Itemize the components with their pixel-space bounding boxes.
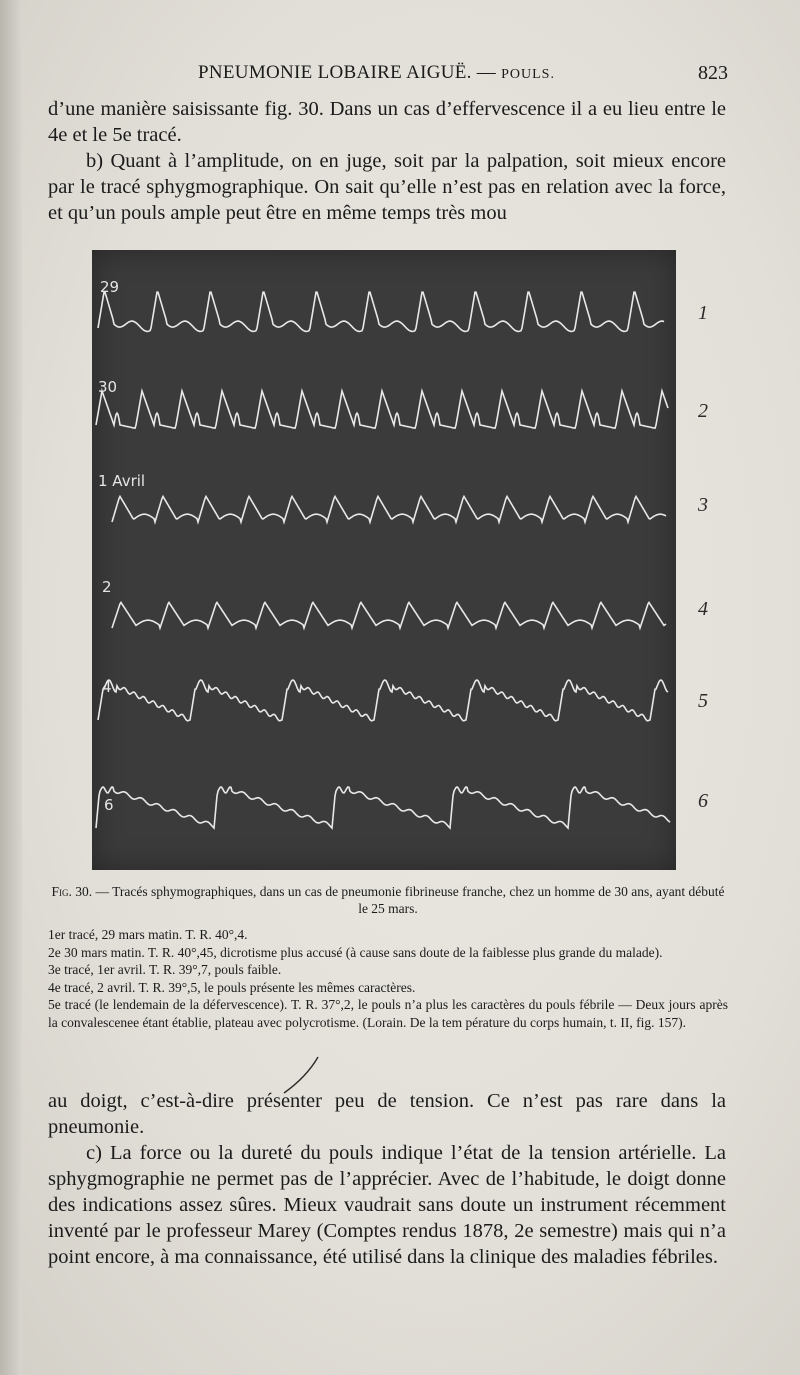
page-binding-edge: [0, 0, 22, 1375]
running-title-main: PNEUMONIE LOBAIRE AIGUË. —: [198, 62, 497, 83]
pulse-trace-2: [96, 391, 668, 428]
page-number: 823: [698, 62, 728, 84]
trace-label-4: 4: [102, 678, 112, 696]
trace-label-6: 6: [104, 796, 114, 814]
note-trace-3: 3e tracé, 1er avril. T. R. 39°,7, pouls faible.: [48, 962, 282, 977]
trace-label-30: 30: [98, 378, 118, 396]
note-trace-4: 4e tracé, 2 avril. T. R. 39°,5, le pouls présente les mêmes caractères.: [48, 979, 416, 995]
margin-number-4: 4: [698, 598, 708, 620]
figure-caption: [48, 883, 728, 917]
pulse-trace-3: [112, 496, 666, 522]
note-trace-1: 1er tracé, 29 mars matin. T. R. 40°,4.: [48, 927, 248, 942]
trace-label-1-avril: 1 Avril: [98, 472, 146, 490]
figure-notes: [48, 926, 728, 1031]
running-title: [198, 62, 555, 84]
paragraph-continuation: d’une manière saisissante fig. 30. Dans un cas d’effervescence il a eu lieu entre le 4e et le 5e tracé.: [48, 98, 726, 146]
pulse-trace-6: [96, 787, 670, 828]
sphygmograph-figure: [92, 250, 676, 870]
paragraph-tension: au doigt, c’est-à-dire présenter peu de tension. Ce n’est pas rare dans la pneumonie.: [48, 1090, 726, 1138]
running-title-sub: POULS.: [501, 67, 555, 82]
page-header: [48, 62, 728, 88]
margin-number-5: 5: [698, 690, 708, 712]
pulse-trace-1: [98, 292, 664, 331]
pulse-traces-plate: [92, 250, 676, 870]
trace-label-29: 29: [100, 278, 120, 296]
pulse-trace-5: [98, 680, 668, 721]
note-trace-2: 2e 30 mars matin. T. R. 40°,45, dicrotisme plus accusé (à cause sans doute de la faiblesse plus grande du malade).: [48, 944, 663, 960]
pulse-trace-4: [112, 603, 666, 629]
top-text-block: [48, 96, 726, 226]
margin-number-2: 2: [698, 400, 708, 422]
bottom-text-block: [48, 1088, 726, 1270]
margin-number-6: 6: [698, 790, 708, 812]
margin-number-1: 1: [698, 302, 708, 324]
note-trace-5: 5e tracé (le lendemain de la défervescence). T. R. 37°,2, le pouls n’a plus les caractères du pouls fébrile — Deux jours après la convalescenee étant établie, plateau avec polycrotisme. (Lorain. De la tem pérature du corps humain, t. II, fig. 157).: [48, 997, 728, 1030]
margin-number-3: 3: [698, 494, 708, 516]
trace-label-2: 2: [102, 578, 112, 596]
figure-caption-label: Fig. 30.: [51, 884, 93, 899]
paragraph-force: c) La force ou la dureté du pouls indique l’état de la tension artérielle. La sphygmographie ne permet pas de l’apprécier. Avec de l’habitude, le doigt donne des indications assez sûres. Mieux vaudrait sans doute un instrument récemment inventé par le professeur Marey (Comptes rendus 1878, 2e semestre) mais qui n’a point encore, à ma connaissance, été utilisé dans la clinique des maladies fébriles.: [48, 1142, 726, 1268]
figure-caption-text: — Tracés sphymographiques, dans un cas de pneumonie fibrineuse franche, chez un homme de 30 ans, ayant débuté le 25 mars.: [95, 884, 725, 916]
paragraph-amplitude: b) Quant à l’amplitude, on en juge, soit par la palpation, soit mieux encore par le tracé sphygmographique. On sait qu’elle n’est pas en relation avec la force, et qu’un pouls ample peut être en même temps très mou: [48, 150, 726, 224]
